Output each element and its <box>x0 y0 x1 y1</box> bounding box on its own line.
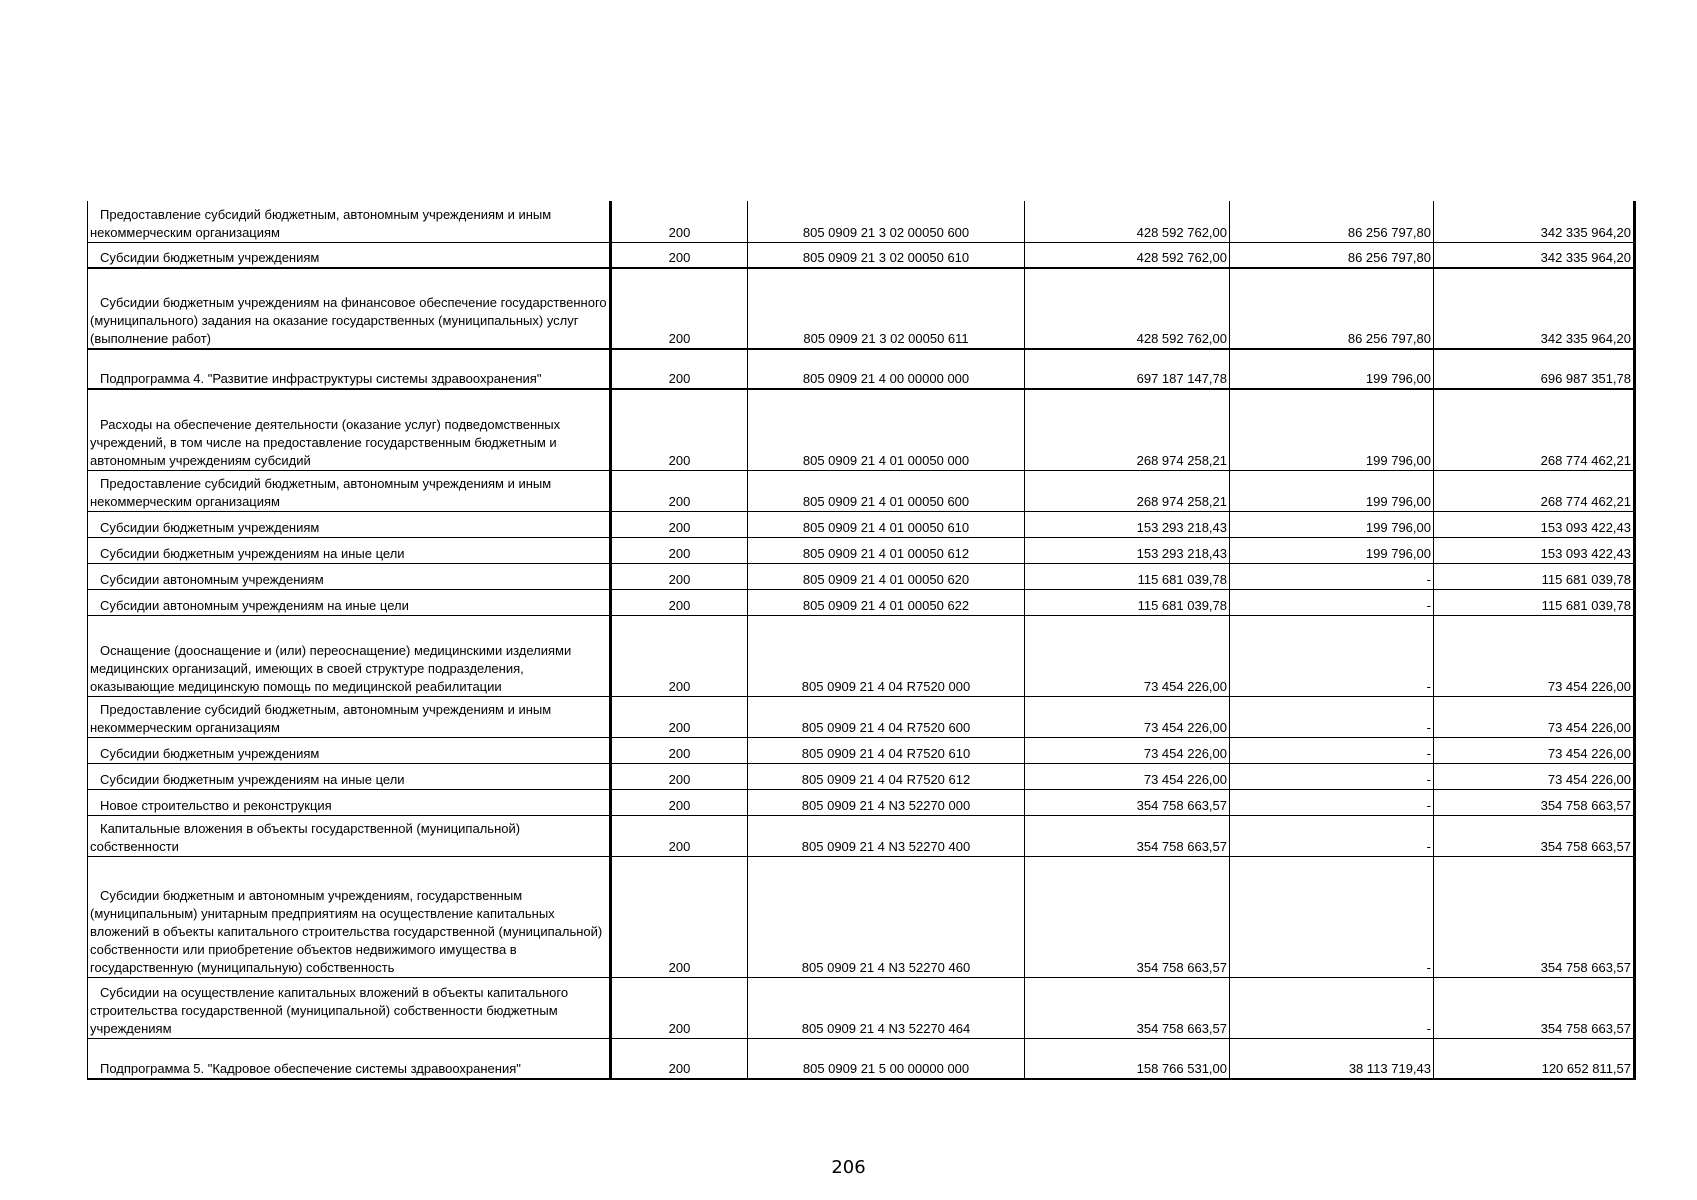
row-approved-amount-cell: 428 592 762,00 <box>1025 201 1230 242</box>
table-row <box>88 349 1635 389</box>
table-row <box>88 563 1635 589</box>
row-name-text: Предоставление субсидий бюджетным, автономным учреждениям и иным некоммерческим организациям <box>90 475 552 509</box>
row-admin-code-cell: 200 <box>611 977 748 1038</box>
row-classification-code-cell: 805 0909 21 4 N3 52270 464 <box>748 977 1025 1038</box>
budget-table <box>87 201 1636 1080</box>
row-name-text: Капитальные вложения в объекты государственной (муниципальной) собственности <box>90 820 521 854</box>
row-approved-amount-cell: 428 592 762,00 <box>1025 268 1230 349</box>
row-unexecuted-amount-cell: 354 758 663,57 <box>1434 977 1635 1038</box>
row-unexecuted-amount-cell: 73 454 226,00 <box>1434 696 1635 737</box>
row-executed-amount-cell: - <box>1230 615 1434 696</box>
row-unexecuted-amount-cell: 115 681 039,78 <box>1434 563 1635 589</box>
row-name-text: Субсидии на осуществление капитальных вложений в объекты капитального строительства государственной (муниципальной) собственности бюджетным учреждениям <box>90 984 569 1036</box>
row-approved-amount-cell: 115 681 039,78 <box>1025 589 1230 615</box>
row-admin-code-cell: 200 <box>611 268 748 349</box>
row-unexecuted-amount-cell: 268 774 462,21 <box>1434 389 1635 470</box>
row-classification-code-cell: 805 0909 21 4 04 R7520 000 <box>748 615 1025 696</box>
row-name-text: Субсидии бюджетным учреждениям на иные цели <box>100 771 405 787</box>
row-approved-amount-cell: 354 758 663,57 <box>1025 789 1230 815</box>
row-name-text: Предоставление субсидий бюджетным, автономным учреждениям и иным некоммерческим организациям <box>90 206 552 240</box>
row-executed-amount-cell: - <box>1230 589 1434 615</box>
row-name-cell <box>88 511 611 537</box>
row-executed-amount-cell: 38 113 719,43 <box>1230 1038 1434 1079</box>
row-name-cell <box>88 763 611 789</box>
row-admin-code-cell: 200 <box>611 242 748 268</box>
row-executed-amount-cell: 199 796,00 <box>1230 470 1434 511</box>
row-executed-amount-cell: - <box>1230 977 1434 1038</box>
row-name-cell <box>88 470 611 511</box>
row-unexecuted-amount-cell: 73 454 226,00 <box>1434 615 1635 696</box>
row-executed-amount-cell: 86 256 797,80 <box>1230 268 1434 349</box>
row-classification-code-cell: 805 0909 21 4 01 00050 610 <box>748 511 1025 537</box>
table-row <box>88 737 1635 763</box>
row-admin-code-cell: 200 <box>611 615 748 696</box>
row-executed-amount-cell: - <box>1230 763 1434 789</box>
table-row <box>88 201 1635 242</box>
row-classification-code-cell: 805 0909 21 4 01 00050 620 <box>748 563 1025 589</box>
table-row <box>88 511 1635 537</box>
row-unexecuted-amount-cell: 342 335 964,20 <box>1434 201 1635 242</box>
row-executed-amount-cell: 199 796,00 <box>1230 389 1434 470</box>
row-name-cell <box>88 1038 611 1079</box>
table-row <box>88 470 1635 511</box>
row-approved-amount-cell: 268 974 258,21 <box>1025 470 1230 511</box>
row-executed-amount-cell: - <box>1230 737 1434 763</box>
table-row <box>88 268 1635 349</box>
row-admin-code-cell: 200 <box>611 1038 748 1079</box>
row-name-text: Субсидии бюджетным и автономным учреждениям, государственным (муниципальным) унитарным предприятиям на осуществление капитальных вложений в объекты капитального строительства государственной (муниципальной) собственности или приобретение объектов недвижимого имущества в государственную (муниципальную) собственность <box>90 887 603 975</box>
row-admin-code-cell: 200 <box>611 470 748 511</box>
row-classification-code-cell: 805 0909 21 4 N3 52270 460 <box>748 856 1025 977</box>
row-approved-amount-cell: 115 681 039,78 <box>1025 563 1230 589</box>
row-unexecuted-amount-cell: 354 758 663,57 <box>1434 815 1635 856</box>
row-classification-code-cell: 805 0909 21 4 04 R7520 612 <box>748 763 1025 789</box>
row-name-cell <box>88 815 611 856</box>
budget-table-body <box>88 201 1635 1079</box>
row-unexecuted-amount-cell: 342 335 964,20 <box>1434 242 1635 268</box>
row-classification-code-cell: 805 0909 21 3 02 00050 611 <box>748 268 1025 349</box>
table-row <box>88 856 1635 977</box>
table-row <box>88 537 1635 563</box>
table-row <box>88 763 1635 789</box>
row-name-cell <box>88 268 611 349</box>
row-name-cell <box>88 615 611 696</box>
table-row <box>88 977 1635 1038</box>
row-classification-code-cell: 805 0909 21 4 01 00050 600 <box>748 470 1025 511</box>
row-executed-amount-cell: - <box>1230 815 1434 856</box>
table-row <box>88 696 1635 737</box>
row-unexecuted-amount-cell: 115 681 039,78 <box>1434 589 1635 615</box>
row-name-text: Субсидии автономным учреждениям на иные цели <box>100 597 409 613</box>
row-name-cell <box>88 856 611 977</box>
row-admin-code-cell: 200 <box>611 201 748 242</box>
row-classification-code-cell: 805 0909 21 4 01 00050 612 <box>748 537 1025 563</box>
table-row <box>88 242 1635 268</box>
row-unexecuted-amount-cell: 120 652 811,57 <box>1434 1038 1635 1079</box>
row-approved-amount-cell: 73 454 226,00 <box>1025 763 1230 789</box>
row-name-cell <box>88 563 611 589</box>
row-classification-code-cell: 805 0909 21 3 02 00050 600 <box>748 201 1025 242</box>
row-classification-code-cell: 805 0909 21 4 04 R7520 610 <box>748 737 1025 763</box>
row-approved-amount-cell: 73 454 226,00 <box>1025 737 1230 763</box>
row-classification-code-cell: 805 0909 21 5 00 00000 000 <box>748 1038 1025 1079</box>
row-approved-amount-cell: 354 758 663,57 <box>1025 856 1230 977</box>
row-name-text: Подпрограмма 5. "Кадровое обеспечение системы здравоохранения" <box>100 1061 521 1076</box>
table-row <box>88 615 1635 696</box>
row-name-text: Субсидии бюджетным учреждениям на финансовое обеспечение государственного (муниципального) задания на оказание государственных (муниципальных) услуг (выполнение работ) <box>90 295 607 346</box>
row-executed-amount-cell: 199 796,00 <box>1230 537 1434 563</box>
row-approved-amount-cell: 428 592 762,00 <box>1025 242 1230 268</box>
row-approved-amount-cell: 268 974 258,21 <box>1025 389 1230 470</box>
row-name-text: Предоставление субсидий бюджетным, автономным учреждениям и иным некоммерческим организациям <box>90 701 552 735</box>
row-unexecuted-amount-cell: 153 093 422,43 <box>1434 511 1635 537</box>
row-name-cell <box>88 349 611 389</box>
row-approved-amount-cell: 354 758 663,57 <box>1025 815 1230 856</box>
row-classification-code-cell: 805 0909 21 4 N3 52270 400 <box>748 815 1025 856</box>
row-unexecuted-amount-cell: 73 454 226,00 <box>1434 763 1635 789</box>
row-name-text: Субсидии бюджетным учреждениям <box>100 250 320 265</box>
row-admin-code-cell: 200 <box>611 856 748 977</box>
row-name-cell <box>88 589 611 615</box>
row-name-cell <box>88 789 611 815</box>
row-approved-amount-cell: 354 758 663,57 <box>1025 977 1230 1038</box>
row-name-cell <box>88 696 611 737</box>
row-executed-amount-cell: - <box>1230 696 1434 737</box>
row-admin-code-cell: 200 <box>611 589 748 615</box>
row-unexecuted-amount-cell: 153 093 422,43 <box>1434 537 1635 563</box>
row-name-text: Оснащение (дооснащение и (или) переоснащение) медицинскими изделиями медицинских организаций, имеющих в своей структуре подразделения, оказывающие медицинскую помощь по медицинской реабилитации <box>90 642 572 694</box>
row-admin-code-cell: 200 <box>611 763 748 789</box>
row-unexecuted-amount-cell: 73 454 226,00 <box>1434 737 1635 763</box>
row-unexecuted-amount-cell: 342 335 964,20 <box>1434 268 1635 349</box>
row-name-cell <box>88 977 611 1038</box>
row-name-cell <box>88 737 611 763</box>
table-row <box>88 815 1635 856</box>
row-admin-code-cell: 200 <box>611 815 748 856</box>
row-name-cell <box>88 201 611 242</box>
row-name-cell <box>88 389 611 470</box>
row-classification-code-cell: 805 0909 21 3 02 00050 610 <box>748 242 1025 268</box>
table-row <box>88 1038 1635 1079</box>
row-executed-amount-cell: - <box>1230 563 1434 589</box>
row-name-cell <box>88 242 611 268</box>
row-approved-amount-cell: 153 293 218,43 <box>1025 511 1230 537</box>
row-executed-amount-cell: - <box>1230 856 1434 977</box>
row-name-text: Расходы на обеспечение деятельности (оказание услуг) подведомственных учреждений, в том числе на предоставление государственным бюджетным и автономным учреждениям субсидий <box>90 416 561 468</box>
row-admin-code-cell: 200 <box>611 537 748 563</box>
table-row <box>88 389 1635 470</box>
row-approved-amount-cell: 153 293 218,43 <box>1025 537 1230 563</box>
row-classification-code-cell: 805 0909 21 4 01 00050 622 <box>748 589 1025 615</box>
row-unexecuted-amount-cell: 696 987 351,78 <box>1434 349 1635 389</box>
row-executed-amount-cell: 199 796,00 <box>1230 349 1434 389</box>
row-approved-amount-cell: 73 454 226,00 <box>1025 696 1230 737</box>
row-admin-code-cell: 200 <box>611 789 748 815</box>
page-number: 206 <box>831 1157 866 1178</box>
row-classification-code-cell: 805 0909 21 4 01 00050 000 <box>748 389 1025 470</box>
row-name-text: Субсидии автономным учреждениям <box>100 571 324 587</box>
row-approved-amount-cell: 158 766 531,00 <box>1025 1038 1230 1079</box>
row-admin-code-cell: 200 <box>611 563 748 589</box>
row-admin-code-cell: 200 <box>611 389 748 470</box>
row-name-text: Подпрограмма 4. "Развитие инфраструктуры системы здравоохранения" <box>100 371 542 386</box>
row-classification-code-cell: 805 0909 21 4 04 R7520 600 <box>748 696 1025 737</box>
row-unexecuted-amount-cell: 354 758 663,57 <box>1434 856 1635 977</box>
row-admin-code-cell: 200 <box>611 737 748 763</box>
row-executed-amount-cell: 199 796,00 <box>1230 511 1434 537</box>
table-row <box>88 589 1635 615</box>
row-name-text: Субсидии бюджетным учреждениям на иные цели <box>100 545 405 561</box>
row-admin-code-cell: 200 <box>611 511 748 537</box>
row-classification-code-cell: 805 0909 21 4 00 00000 000 <box>748 349 1025 389</box>
row-admin-code-cell: 200 <box>611 696 748 737</box>
row-admin-code-cell: 200 <box>611 349 748 389</box>
table-row <box>88 789 1635 815</box>
row-name-text: Субсидии бюджетным учреждениям <box>100 745 320 761</box>
row-name-text: Субсидии бюджетным учреждениям <box>100 519 320 535</box>
row-name-text: Новое строительство и реконструкция <box>100 797 332 813</box>
row-unexecuted-amount-cell: 268 774 462,21 <box>1434 470 1635 511</box>
row-approved-amount-cell: 73 454 226,00 <box>1025 615 1230 696</box>
row-executed-amount-cell: 86 256 797,80 <box>1230 242 1434 268</box>
row-executed-amount-cell: 86 256 797,80 <box>1230 201 1434 242</box>
row-unexecuted-amount-cell: 354 758 663,57 <box>1434 789 1635 815</box>
row-executed-amount-cell: - <box>1230 789 1434 815</box>
row-approved-amount-cell: 697 187 147,78 <box>1025 349 1230 389</box>
row-name-cell <box>88 537 611 563</box>
row-classification-code-cell: 805 0909 21 4 N3 52270 000 <box>748 789 1025 815</box>
